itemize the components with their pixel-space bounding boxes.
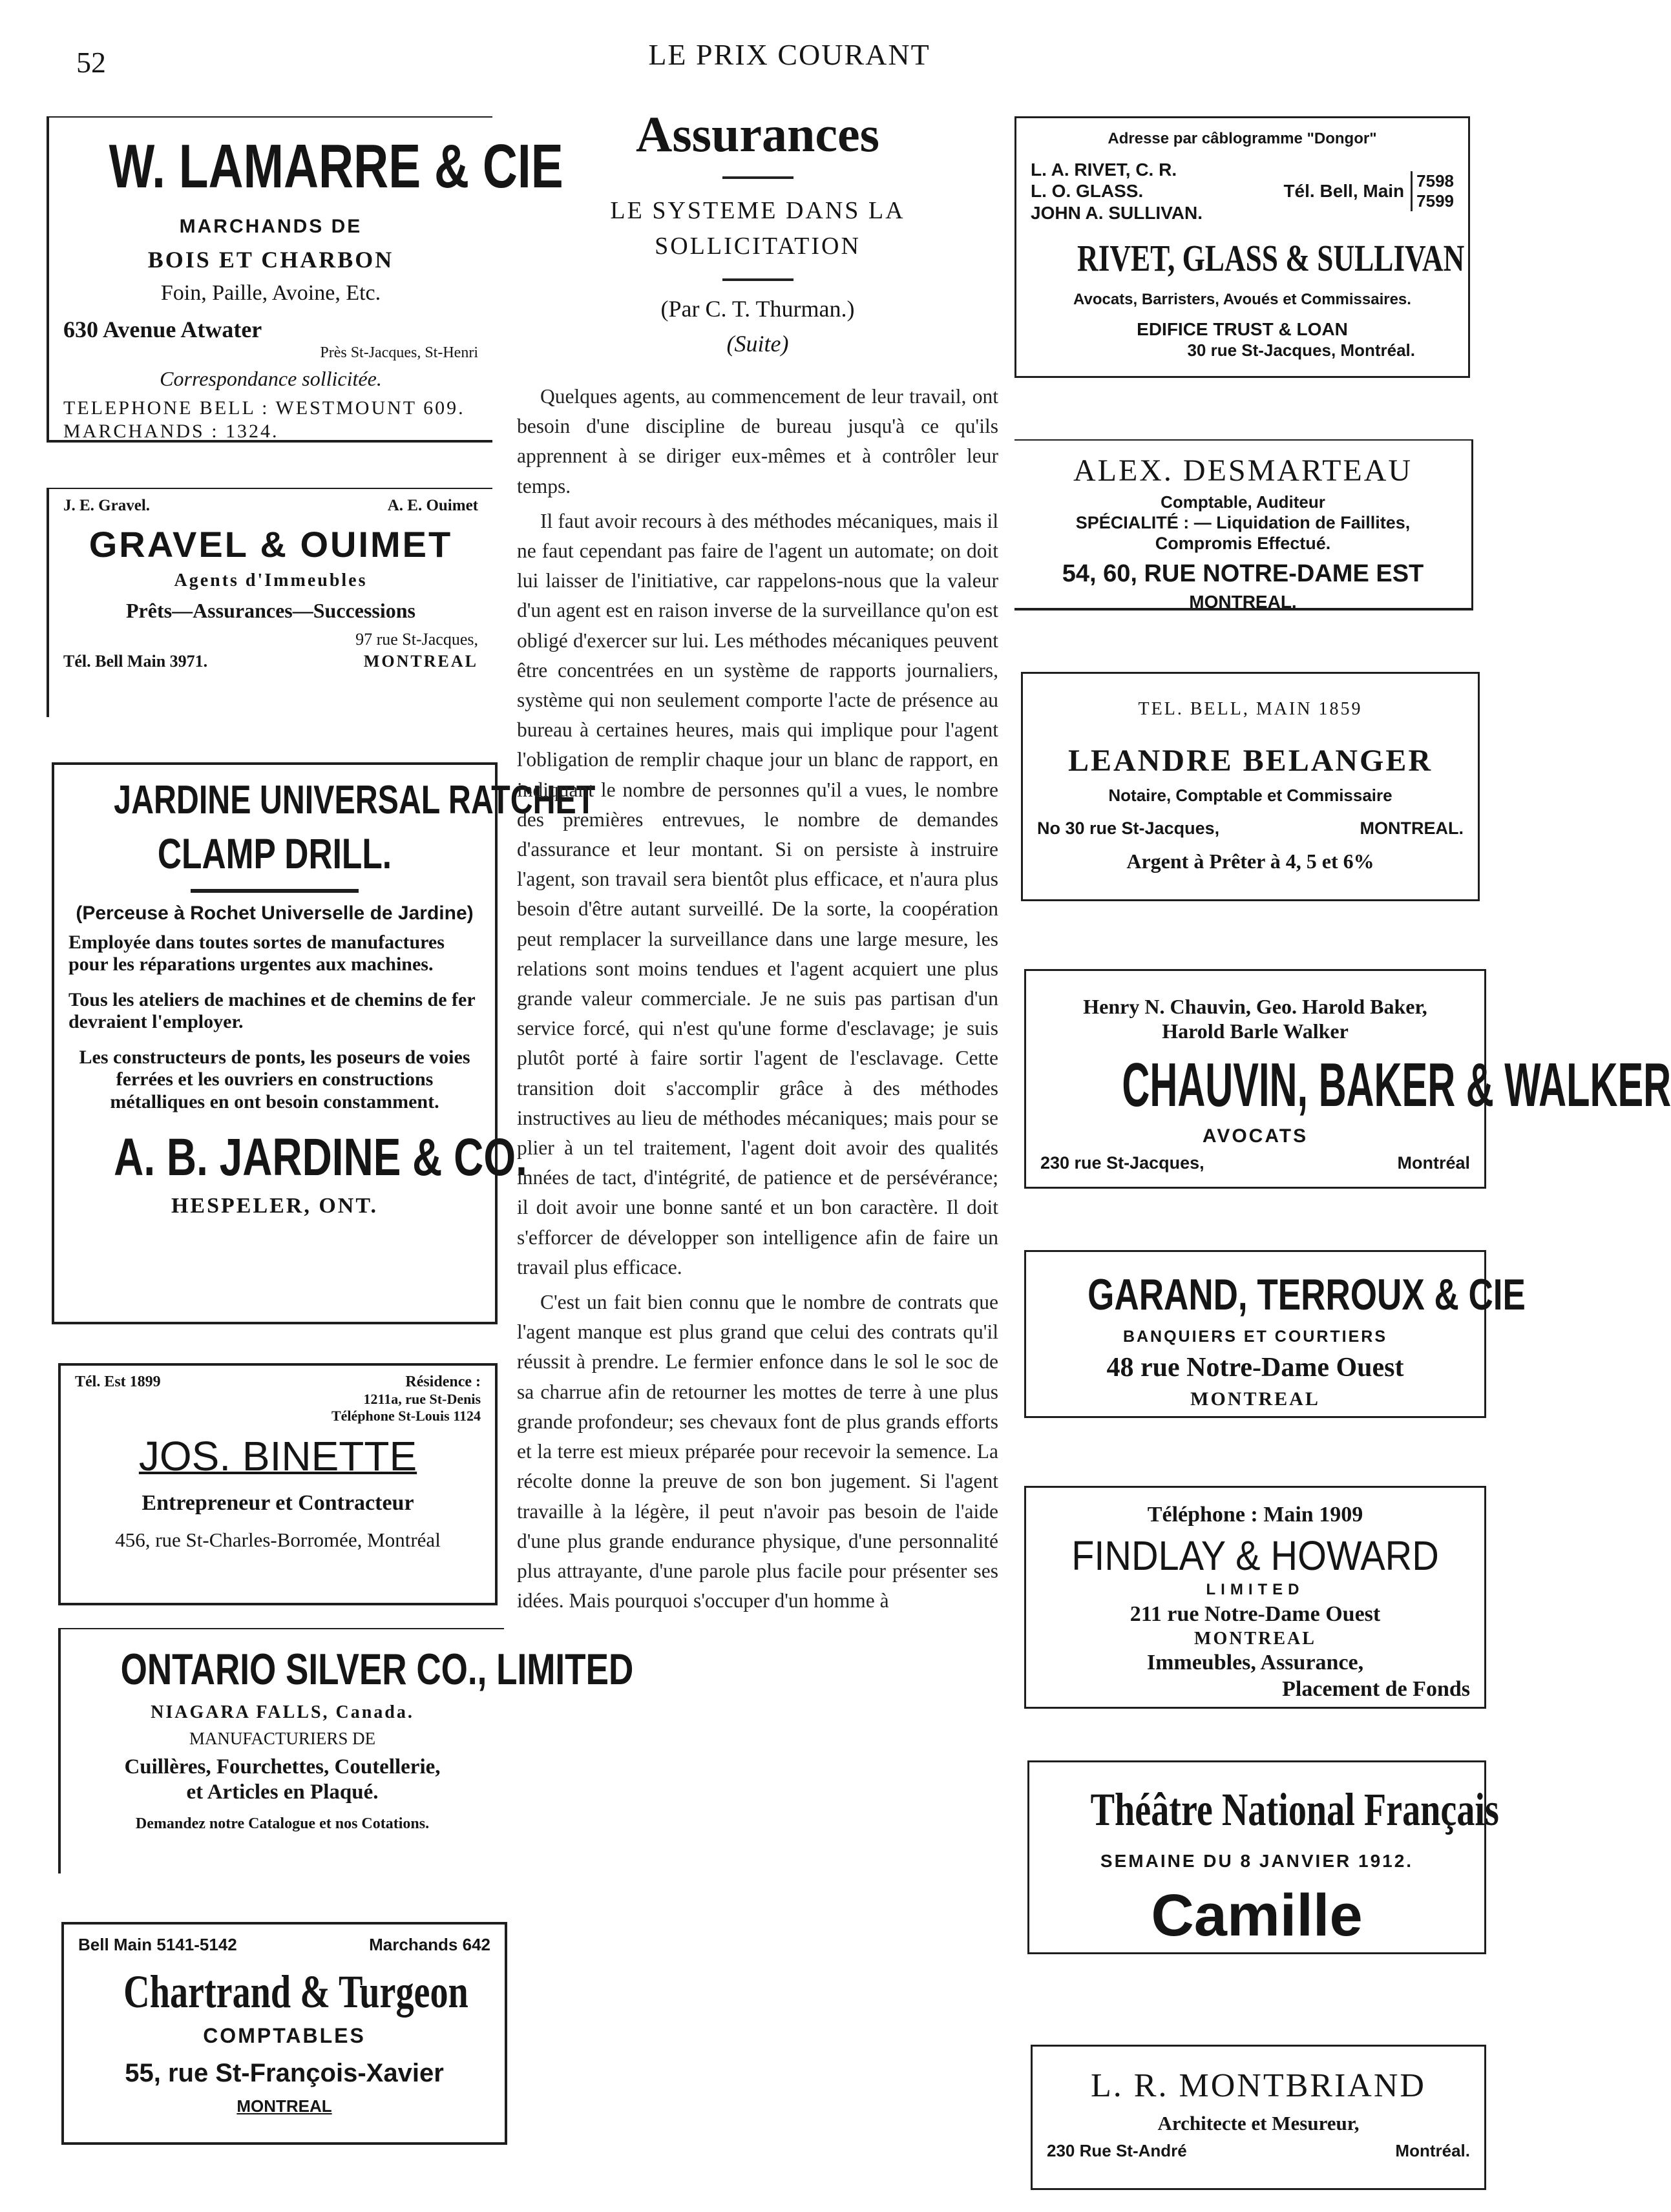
ad-gravel-line2: Prêts—Assurances—Successions [126, 598, 415, 622]
ad-lamarre-tel1: TELEPHONE BELL : WESTMOUNT 609. [63, 397, 465, 419]
ad-chartrand-merch: Marchands 642 [369, 1935, 490, 1954]
ad-lamarre [47, 116, 563, 443]
ad-findlay [1024, 1486, 1486, 1709]
ad-findlay-limited: LIMITED [1206, 1580, 1305, 1598]
ad-lamarre-corr: Correspondance sollicitée. [160, 367, 382, 391]
ad-lamarre-name: W. LAMARRE & CIE [109, 132, 563, 201]
ad-chartrand-header [78, 1935, 490, 1955]
ad-desmarteau-address: 54, 60, RUE NOTRE-DAME EST [1062, 559, 1424, 587]
article-title: Assurances [635, 106, 879, 162]
ad-rivet-tel: Tél. Bell, Main [1283, 181, 1405, 202]
article-body [517, 382, 998, 1616]
ad-binette-address: 456, rue St-Charles-Borromée, Montréal [115, 1529, 441, 1552]
ad-jardine-name: A. B. JARDINE & CO. [114, 1128, 527, 1187]
ad-findlay-line1: Immeubles, Assurance, [1146, 1650, 1364, 1675]
ad-garand-city: MONTREAL [1190, 1388, 1320, 1410]
ad-chauvin-city: Montréal [1397, 1153, 1470, 1173]
ad-lamarre-tel2: MARCHANDS : 1324. [63, 420, 279, 442]
page-number: 52 [76, 46, 106, 79]
ad-chauvin-addrrow [1040, 1153, 1470, 1173]
ad-desmarteau-line1: Comptable, Auditeur [1161, 492, 1325, 512]
ad-montbriand-line1: Architecte et Mesureur, [1157, 2112, 1360, 2135]
ad-binette-name: JOS. BINETTE [138, 1432, 417, 1479]
ad-rivet-tel-b: 7599 [1416, 191, 1454, 211]
ad-belanger-addrrow [1037, 819, 1464, 839]
ad-binette-header [75, 1373, 481, 1391]
ad-ontario-line4: Demandez notre Catalogue et nos Cotations. [135, 1815, 430, 1832]
ad-binette-line1: Entrepreneur et Contracteur [142, 1490, 414, 1515]
ad-findlay-line2: Placement de Fonds [1282, 1676, 1470, 1701]
ad-chartrand-city: MONTREAL [236, 2096, 332, 2116]
ad-ontario-city: NIAGARA FALLS, Canada. [151, 1702, 414, 1722]
ad-jardine-title2: CLAMP DRILL. [157, 830, 392, 878]
ad-belanger-address: No 30 rue St-Jacques, [1037, 819, 1220, 839]
ad-binette-res3: Téléphone St-Louis 1124 [331, 1408, 481, 1424]
ad-chauvin-name: CHAUVIN, BAKER & WALKER [1122, 1050, 1671, 1120]
ad-chartrand-name: Chartrand & Turgeon [123, 1966, 468, 2018]
ad-rivet-n3: JOHN A. SULLIVAN. [1031, 202, 1203, 223]
ad-findlay-tel: Téléphone : Main 1909 [1147, 1503, 1363, 1527]
ad-findlay-address: 211 rue Notre-Dame Ouest [1130, 1602, 1381, 1627]
ad-jardine-rule [191, 889, 359, 893]
ad-rivet-line3: 30 rue St-Jacques, Montréal. [1187, 340, 1415, 360]
ad-belanger-tel: TEL. BELL, MAIN 1859 [1138, 699, 1363, 719]
ad-rivet [1014, 116, 1470, 378]
ad-jardine-p2: Tous les ateliers de machines et de chemins de fer devraient l'employer. [68, 988, 476, 1033]
ad-gravel-line1: Agents d'Immeubles [174, 570, 368, 591]
ad-garand-line1: BANQUIERS ET COURTIERS [1122, 1327, 1388, 1346]
ad-chauvin [1024, 969, 1671, 1189]
ad-gravel-partners [63, 497, 478, 515]
ad-montbriand-name: L. R. MONTBRIAND [1091, 2067, 1426, 2104]
article-byline: (Par C. T. Thurman.) [660, 295, 855, 322]
ad-rivet-line2: EDIFICE TRUST & LOAN [1137, 318, 1348, 339]
ad-desmarteau-line2: SPÉCIALITÉ : — Liquidation de Faillites, [1075, 512, 1411, 532]
ad-rivet-tel-numbers [1411, 171, 1454, 211]
article-paragraph: C'est un fait bien connu que le nombre de contrats que l'agent manque est plus grand que celui des contrats qu'il réussit à prendre. Le fermier enfonce dans le sol le soc de sa charrue afin de retourner les mottes de terre à une plus grande profondeur; ses chevaux font de plus grands efforts et la terre est mieux préparée pour recevoir la semence. La récolte donne la preuve de son bon jugement. Si l'agent travaille à la légère, il peut n'avoir pas besoin de l'aide d'une plus grande endurance physique, d'une personnalité plus attrayante, d'une parole plus facile pour présenter ses idées. Mais pourquoi s'occuper d'un homme à [517, 1291, 998, 1612]
ad-binette-res2: 1211a, rue St-Denis [363, 1391, 481, 1407]
ad-desmarteau-city: MONTREAL. [1189, 592, 1297, 612]
ad-rivet-line1: Avocats, Barristers, Avoués et Commissaires. [1073, 291, 1411, 309]
ad-rivet-names [1031, 159, 1203, 224]
ad-binette-res1: Résidence : [405, 1373, 481, 1390]
ad-chauvin-line1: AVOCATS [1202, 1125, 1308, 1147]
ad-desmarteau-line3: Compromis Effectué. [1155, 534, 1331, 554]
ad-desmarteau-name: ALEX. DESMARTEAU [1073, 454, 1413, 488]
ad-ontario-line3: et Articles en Plaqué. [186, 1780, 379, 1804]
ad-chartrand-line1: COMPTABLES [203, 2024, 366, 2048]
ad-rivet-telblock [1283, 171, 1454, 211]
ad-ontario-line1: MANUFACTURIERS DE [189, 1729, 376, 1749]
ad-jardine-sub: (Perceuse à Rochet Universelle de Jardine) [76, 902, 474, 924]
ad-chauvin-names2: Harold Barle Walker [1162, 1019, 1349, 1043]
ad-jardine-title1: JARDINE UNIVERSAL RATCHET [114, 778, 596, 822]
article [517, 107, 998, 1621]
article-subtitle: LE SYSTEME DANS LA SOLLICITATION [610, 196, 905, 260]
ad-rivet-name: RIVET, GLASS & SULLIVAN [1077, 236, 1465, 279]
ad-montbriand-addrrow [1047, 2141, 1470, 2161]
article-subtitle-rule [722, 278, 793, 281]
ad-gravel [47, 488, 492, 717]
article-paragraph: Il faut avoir recours à des méthodes mécaniques, mais il ne faut cependant pas faire de l'agent un automate; on doit lui laisser de l'initiative, car rappelons-nous que la valeur d'un agent est en raison inverse de la surveillance qu'on est obligé d'exercer sur lui. Les méthodes mécaniques peuvent être concentrées en un système de rapports journaliers, système qui non seulement comporte l'acte de présence au bureau à certaines heures, mais qui implique pour l'agent l'obligation de remplir chaque jour un blanc de rapport, en indiquant le nombre de personnes qu'il a vues, le nombre des premières entrevues, le nombre de demandes d'assurance et leur montant. Si on persiste à instruire l'agent, son travail sera bientôt plus efficace, et n'aura plus besoin d'être autant surveillé. De la sorte, la coopération peut remplacer la surveillance dans une large mesure, les relations sont moins tendues et l'agent acquiert une plus grande valeur commerciale. Je ne suis pas partisan d'un service forcé, qui n'est qu'une forme d'esclavage; je suis plutôt porté à faire sortir l'agent de l'esclavage. Cette transition doit s'accomplir grâce à des méthodes instructives au lieu de méthodes mécaniques; mais pour se plier à un tel traitement, l'agent doit avoir des qualités innées de tact, d'intégrité, de patience et de persévérance; il doit avoir une bonne santé et un bon caractère. Il doit s'efforcer de développer son intelligence afin de faire un travail plus efficace. [517, 509, 998, 1278]
ad-lamarre-line2: BOIS ET CHARBON [147, 247, 394, 273]
ad-chauvin-names1: Henry N. Chauvin, Geo. Harold Baker, [1083, 995, 1427, 1018]
article-paragraph: Quelques agents, au commencement de leur travail, ont besoin d'une discipline de bureau jusqu'à ce qu'ils apprennent à se diriger eux-mêmes et à contrôler leur temps. [517, 384, 998, 497]
ad-theatre-play: Camille [1151, 1882, 1363, 1948]
ad-findlay-city: MONTREAL [1194, 1629, 1316, 1649]
ad-binette-tel: Tél. Est 1899 [75, 1373, 161, 1390]
ad-gravel-footer [63, 652, 478, 671]
ad-theatre-name: Théâtre National Français [1090, 1784, 1499, 1835]
ad-rivet-n2: L. O. GLASS. [1031, 181, 1144, 202]
ad-gravel-city: MONTREAL [363, 652, 478, 671]
ad-montbriand [1031, 2045, 1486, 2190]
ad-rivet-cable: Adresse par câblogramme "Dongor" [1108, 130, 1377, 147]
ad-chauvin-address: 230 rue St-Jacques, [1040, 1153, 1204, 1173]
ad-ontario-line2: Cuillères, Fourchettes, Coutellerie, [124, 1755, 441, 1779]
ad-ontario-name: ONTARIO SILVER CO., LIMITED [120, 1645, 634, 1694]
ad-binette [58, 1363, 498, 1605]
ad-jardine [52, 762, 596, 1324]
ad-rivet-tel-a: 7598 [1416, 171, 1454, 191]
running-title: LE PRIX COURANT [648, 38, 930, 71]
ad-theatre [1027, 1760, 1499, 1954]
ad-rivet-partners [1031, 159, 1454, 224]
ad-gravel-address: 97 rue St-Jacques, [355, 630, 478, 649]
article-continuation: (Suite) [726, 330, 789, 357]
ad-jardine-p1: Employée dans toutes sortes de manufactures pour les réparations urgentes aux machines. [68, 931, 445, 976]
ad-jardine-p3: Les constructeurs de ponts, les poseurs de voies ferrées et les ouvriers en constructions métalliques en ont besoin constamment. [79, 1046, 470, 1112]
ad-belanger-line1: Notaire, Comptable et Commissaire [1108, 786, 1392, 806]
ad-findlay-name: FINDLAY & HOWARD [1071, 1532, 1439, 1579]
ad-belanger-line2: Argent à Prêter à 4, 5 et 6% [1126, 850, 1374, 873]
ad-lamarre-line1: MARCHANDS DE [179, 216, 363, 238]
ad-gravel-tel: Tél. Bell Main 3971. [63, 652, 208, 671]
ad-chartrand [61, 1922, 507, 2145]
ad-desmarteau [1014, 439, 1473, 610]
ad-montbriand-city: Montréal. [1395, 2140, 1470, 2160]
article-title-rule [722, 176, 793, 179]
ad-gravel-right-name: A. E. Ouimet [387, 497, 478, 514]
ad-ontario [58, 1628, 634, 1873]
ad-theatre-line1: SEMAINE DU 8 JANVIER 1912. [1100, 1851, 1414, 1872]
ad-belanger-city: MONTREAL. [1360, 819, 1464, 839]
ad-garand-address: 48 rue Notre-Dame Ouest [1106, 1352, 1404, 1382]
ad-montbriand-address: 230 Rue St-André [1047, 2140, 1187, 2160]
ad-gravel-left-name: J. E. Gravel. [63, 497, 151, 514]
ad-garand [1024, 1250, 1526, 1418]
ad-lamarre-near: Près St-Jacques, St-Henri [320, 344, 478, 362]
ad-chartrand-tel: Bell Main 5141-5142 [78, 1935, 237, 1954]
ad-lamarre-line3: Foin, Paille, Avoine, Etc. [160, 281, 381, 306]
ad-belanger [1021, 672, 1480, 901]
ad-rivet-n1: L. A. RIVET, C. R. [1031, 159, 1177, 180]
ad-gravel-name: GRAVEL & OUIMET [89, 524, 453, 565]
ad-chartrand-address: 55, rue St-François-Xavier [125, 2058, 444, 2087]
ad-lamarre-address: 630 Avenue Atwater [63, 317, 262, 343]
ad-belanger-name: LEANDRE BELANGER [1067, 743, 1433, 778]
ad-garand-name: GARAND, TERROUX & CIE [1088, 1270, 1526, 1319]
ad-jardine-city: HESPELER, ONT. [171, 1194, 379, 1218]
